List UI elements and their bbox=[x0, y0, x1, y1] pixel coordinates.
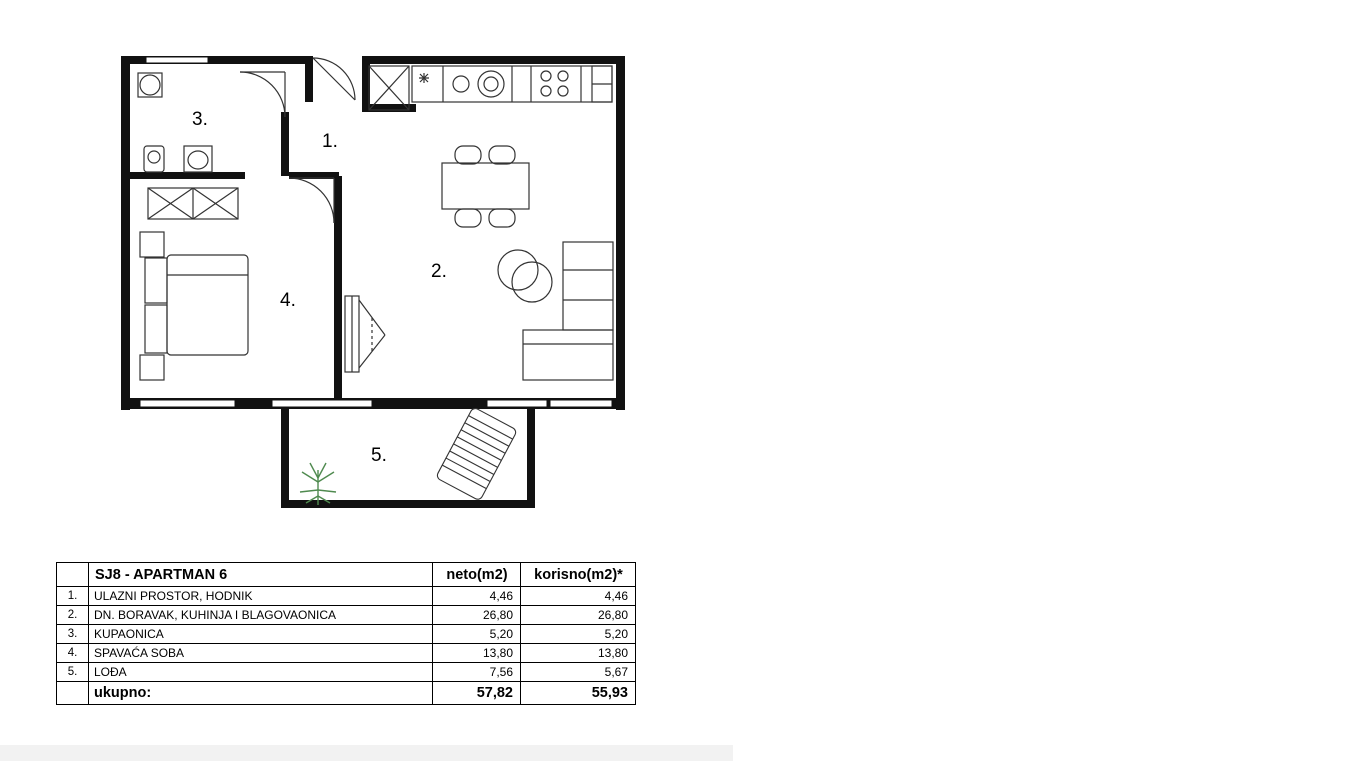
balcony-door bbox=[345, 296, 385, 372]
row-korisno: 26,80 bbox=[521, 606, 636, 625]
total-label: ukupno: bbox=[89, 682, 433, 705]
living-furniture bbox=[498, 242, 613, 380]
row-neto: 4,46 bbox=[433, 587, 521, 606]
row-name: LOĐA bbox=[89, 663, 433, 682]
row-neto: 13,80 bbox=[433, 644, 521, 663]
row-number: 1. bbox=[57, 587, 89, 606]
total-neto: 57,82 bbox=[433, 682, 521, 705]
table-row bbox=[57, 625, 636, 644]
table-total-row bbox=[57, 682, 636, 705]
row-number: 2. bbox=[57, 606, 89, 625]
room-number-4: 4. bbox=[280, 290, 296, 311]
row-korisno: 13,80 bbox=[521, 644, 636, 663]
row-number: 5. bbox=[57, 663, 89, 682]
header-num-cell bbox=[57, 563, 89, 587]
loggia-furniture bbox=[300, 407, 517, 505]
total-number bbox=[57, 682, 89, 705]
row-name: DN. BORAVAK, KUHINJA I BLAGOVAONICA bbox=[89, 606, 433, 625]
area-legend-table bbox=[56, 562, 636, 705]
row-neto: 7,56 bbox=[433, 663, 521, 682]
row-korisno: 4,46 bbox=[521, 587, 636, 606]
kitchen-counter bbox=[412, 66, 612, 102]
table-row bbox=[57, 663, 636, 682]
table-row bbox=[57, 587, 636, 606]
room-number-2: 2. bbox=[431, 261, 447, 282]
room-number-5: 5. bbox=[371, 445, 387, 466]
row-neto: 5,20 bbox=[433, 625, 521, 644]
bedroom-furniture bbox=[140, 232, 248, 380]
bottom-strip bbox=[0, 745, 733, 761]
table-header-row bbox=[57, 563, 636, 587]
table-row bbox=[57, 644, 636, 663]
row-name: KUPAONICA bbox=[89, 625, 433, 644]
header-title-cell: SJ8 - APARTMAN 6 bbox=[89, 563, 433, 587]
bathroom-fixtures bbox=[138, 73, 238, 219]
row-korisno: 5,20 bbox=[521, 625, 636, 644]
row-korisno: 5,67 bbox=[521, 663, 636, 682]
room-number-labels bbox=[192, 109, 447, 466]
row-neto: 26,80 bbox=[433, 606, 521, 625]
row-name: ULAZNI PROSTOR, HODNIK bbox=[89, 587, 433, 606]
row-number: 3. bbox=[57, 625, 89, 644]
entry-closet bbox=[369, 66, 409, 110]
dining-table bbox=[442, 146, 529, 227]
table-row bbox=[57, 606, 636, 625]
row-number: 4. bbox=[57, 644, 89, 663]
row-name: SPAVAĆA SOBA bbox=[89, 644, 433, 663]
total-korisno: 55,93 bbox=[521, 682, 636, 705]
header-neto-cell: neto(m2) bbox=[433, 563, 521, 587]
room-number-1: 1. bbox=[322, 131, 338, 152]
header-korisno-cell: korisno(m2)* bbox=[521, 563, 636, 587]
room-number-3: 3. bbox=[192, 109, 208, 130]
